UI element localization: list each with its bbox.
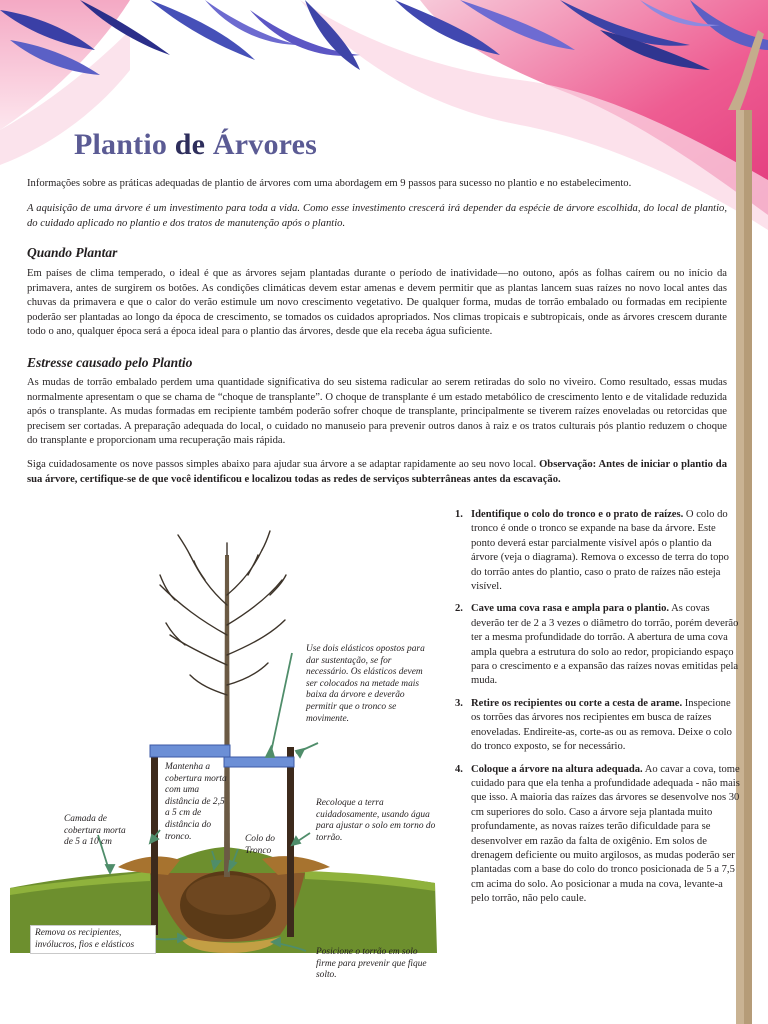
lead-paragraph: A aquisição de uma árvore é um investimento para toda a vida. Como esse investimento crescerá irá depender da espécie de árvore escolhida, do local de plantio, do cuidado aplicado no plantio e dos tratos de manutenção após o plantio. bbox=[27, 203, 727, 229]
caption-mulch-distance: Mantenha a cobertura morta com uma distância de 2,5 a 5 cm de distância do tronco. bbox=[165, 762, 227, 842]
note-text: Siga cuidadosamente os nove passos simples abaixo para ajudar sua árvore a se adaptar rapidamente ao seu novo local. bbox=[27, 459, 540, 470]
step-item bbox=[455, 763, 740, 907]
intro-paragraph: Informações sobre as práticas adequadas de plantio de árvores com uma abordagem em 9 passos para sucesso no plantio e no estabelecimento. bbox=[27, 178, 632, 189]
note-warning: Observação: Antes de iniciar o plantio da sua árvore, certifique-se de que você identificou e localizou todas as redes de serviços subterrâneas antes da escavação. bbox=[27, 459, 727, 485]
caption-position-rootball: Posicione o torrão em solo firme para prevenir que fique solto. bbox=[316, 947, 427, 981]
title-part-2: de bbox=[174, 128, 206, 161]
title-part-3: Árvores bbox=[205, 128, 318, 161]
step-body: Inspecione os torrões das árvores nos recipientes em busca de raízes enoveladas. Endireite-as, corte-as ou as remova. Deixe o colo do tronco exposto, se for necessário. bbox=[471, 697, 732, 753]
title-part-1: Plantio bbox=[74, 128, 175, 161]
step-number: 4. bbox=[455, 763, 463, 775]
safety-note bbox=[27, 458, 727, 487]
section-heading-when-to-plant: Quando Plantar bbox=[27, 245, 118, 260]
caption-mulch-layer: Camada de cobertura morta de 5 a 10 cm bbox=[64, 814, 126, 848]
step-body: As covas deverão ter de 2 a 3 vezes o diâmetro do torrão, porém deverão ter a mesma profundidade do torrão. A abertura de uma cova ampla quebra a estrutura do solo ao redor, propiciando espaço para o crescimento e a expansão das raízes novas emitidas pela muda. bbox=[471, 603, 739, 687]
header-leaves-illustration bbox=[0, 0, 768, 230]
step-item bbox=[455, 697, 740, 755]
step-title: Identifique o colo do tronco e o prato de raízes. bbox=[471, 509, 684, 520]
step-item bbox=[455, 508, 740, 594]
section-body-planting-stress: As mudas de torrão embalado perdem uma quantidade significativa do seu sistema radicular ao serem retiradas do solo no viveiro. Como resultado, essas mudas normalmente apresentam o que se chama de “choque de transplante”. O choque de transplante é um estado metabólico de crescimento lento e de vitalidade reduzida após o transplante. As mudas formadas em recipiente também poderão sofrer choque de transplante, principalmente se tiverem raízes enoveladas ou retorcidas que precisem ser cortadas. A preparação adequada do local, o cuidado no manuseio para prevenir outros danos à raiz e os tratos culturais pós plantio reduzem o choque do transplante e proporcionam uma recuperação mais rápida. bbox=[27, 377, 727, 447]
caption-elastics: Use dois elásticos opostos para dar sustentação, se for necessário. Os elásticos devem ser colocados na metade mais baixa da árvore e deverão permitir que o tronco se movimente. bbox=[306, 644, 425, 724]
step-number: 2. bbox=[455, 603, 463, 615]
step-body: Ao cavar a cova, tome cuidado para que ela tenha a profundidade adequada - não mais que isso. A maioria das raízes das árvores se desenvolve nos 30 cm superiores do solo. Caso a árvore seja plantada muito profundamente, as novas raízes terão dificuldade para se desenvolver em razão da falta de oxigênio. Em solos de drenagem deficiente ou muito argilosos, as mudas poderão ser plantadas com a base do colo do tronco posicionada de 5 a 7,5 cm acima do solo. Ao posicionar a muda na cova, levante-a pelo torrão, não pelo caule. bbox=[471, 763, 740, 905]
step-item bbox=[455, 602, 740, 688]
section-body-when-to-plant: Em países de clima temperado, o ideal é que as árvores sejam plantadas durante o período de inatividade—no outono, após as folhas caírem ou no início da primavera, antes de surgirem os botões. As condições climáticas devem estar amenas e devem permitir que as plantas lancem suas raízes no novo local antes das chuvas da primavera e que o calor do verão estimule um novo crescimento vegetativo. De qualquer forma, mudas de torrão embalado ou formadas em recipiente poderão ser plantadas ao longo da época de crescimento, se tomados os cuidados apropriados. Nos climas tropicais e subtropicais, onde as árvores crescem durante todo o ano, qualquer época será a época ideal para o plantio das árvores, desde que ela receba água suficiente. bbox=[27, 268, 727, 338]
step-body: O colo do tronco é onde o tronco se expande na base da árvore. Este ponto deverá estar parcialmente visível após o plantio da árvore (veja o diagrama). Remova o excesso de terra do topo do torrão antes do plantio, caso o prato de raízes não esteja visível. bbox=[471, 509, 729, 593]
caption-backfill: Recoloque a terra cuidadosamente, usando água para ajustar o solo em torno do torrão. bbox=[316, 798, 436, 843]
step-number: 1. bbox=[455, 509, 463, 520]
step-title: Cave uma cova rasa e ampla para o plantio. bbox=[471, 603, 670, 615]
section-heading-planting-stress: Estresse causado pelo Plantio bbox=[27, 355, 193, 370]
step-title: Retire os recipientes ou corte a cesta de arame. bbox=[471, 697, 683, 709]
step-title: Coloque a árvore na altura adequada. bbox=[471, 763, 643, 775]
planting-steps-list bbox=[455, 508, 740, 915]
caption-trunk-collar: Colo do Tronco bbox=[245, 834, 275, 856]
step-number: 3. bbox=[455, 697, 463, 709]
caption-remove-containers: Remova os recipientes, invólucros, fios e elásticos bbox=[30, 925, 156, 954]
page-title bbox=[74, 128, 317, 162]
